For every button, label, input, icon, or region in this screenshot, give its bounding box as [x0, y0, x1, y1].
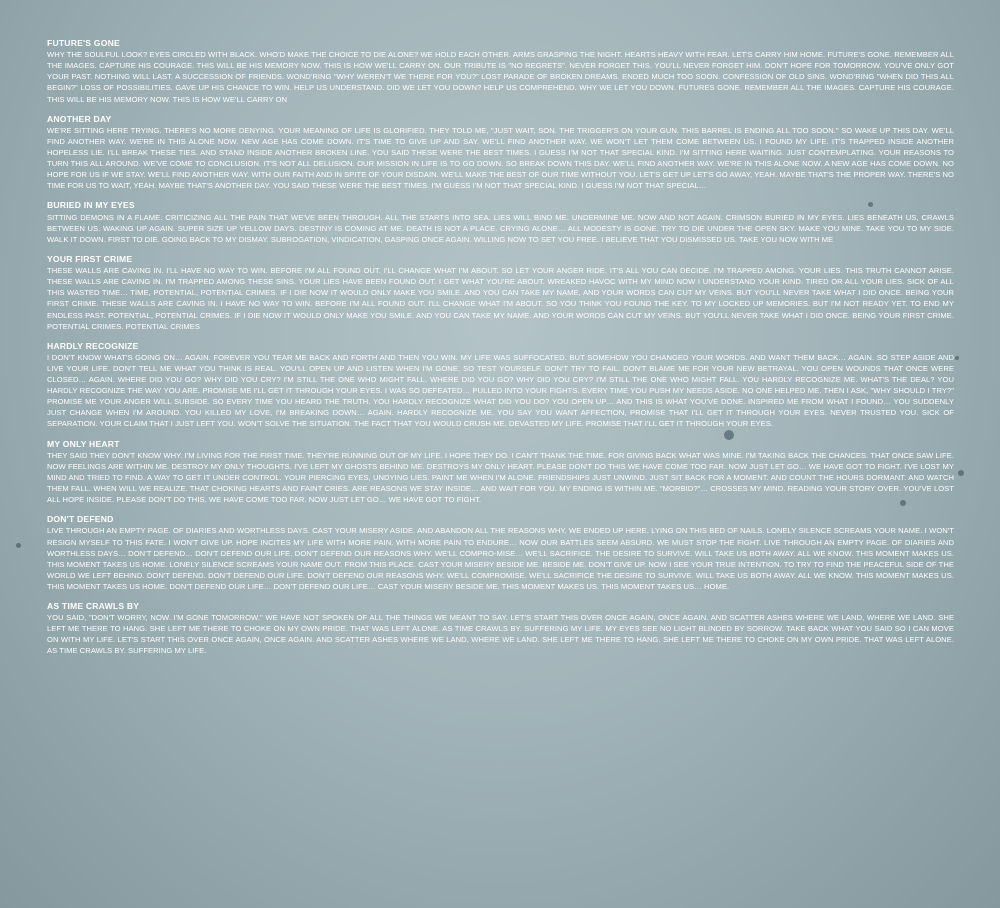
lyrics-booklet	[47, 38, 954, 666]
song-lyrics: YOU SAID, "DON'T WORRY, NOW. I'M GONE TOMORROW." WE HAVE NOT SPOKEN OF ALL THE THINGS WE MEANT TO SAY. LET'S START THIS OVER ONCE AGAIN, ONCE AGAIN. AND SCATTER ASHES WHERE WE LAND, WHERE WE LAND. SHE LEFT ME THERE TO HANG. SHE LEFT ME THERE TO CHOKE ON MY OWN PRIDE. THAT WAS LEFT ALONE. AS TIME CRAWLS BY. SUFFERING MY LIFE. MY EYES SEE NO LIGHT BLINDED BY SORROW. TAKE BACK WHAT YOU SAID SO I CAN MOVE ON WITH MY LIFE. LET'S START THIS OVER ONCE AGAIN, ONCE AGAIN. AND SCATTER ASHES WHERE WE LAND, WHERE WE LAND. SHE LEFT ME THERE TO HANG. SHE LEFT ME THERE TO CHOKE ON MY OWN PRIDE. THAT WAS LEFT ALONE. AS TIME CRAWLS BY. SUFFERING MY LIFE.	[47, 613, 954, 656]
song-title: DON'T DEFEND	[47, 514, 114, 525]
decorative-dot	[955, 356, 959, 360]
decorative-dot	[16, 543, 21, 548]
song-lyrics: SITTING DEMONS IN A FLAME. CRITICIZING ALL THE PAIN THAT WE'VE BEEN THROUGH. ALL THE STARTS INTO SEA. LIES WILL BIND ME. UNDERMINE ME. NOW AND NOT AGAIN. CRIMSON BURIED IN MY EYES. LIES BENEATH US, CRAWLS BETWEEN US. WAKING UP AGAIN. SUPER SIZE UP YELLOW DAYS. DESTINY IS COMING AT ME. DEATH IS NOT A PLACE. CRYING ALONE… ALL MODESTY IS GONE. TRY TO DIE UNDER THE OPEN SKY. MAKE YOU MINE. TAKE YOU TO MY SIDE. WALK IT DOWN. FIRST TO DIE. GOING BACK TO MY DISMAY. SUBROGATION, VINDICATION, GASPING ONCE AGAIN. WILLING NOW TO SET YOU FREE. I BELIEVE THAT YOU DISMISSED US. TAKE YOU NOW WITH ME	[47, 212, 954, 244]
song-title: YOUR FIRST CRIME	[47, 253, 133, 264]
song-buried-in-my-eyes	[47, 200, 954, 244]
song-dont-defend	[47, 514, 954, 592]
song-title: FUTURE'S GONE	[47, 38, 120, 48]
song-title: MY ONLY HEART	[47, 438, 120, 449]
song-hardly-recognize	[47, 341, 954, 430]
song-title: ANOTHER DAY	[47, 113, 112, 124]
song-title: HARDLY RECOGNIZE	[47, 340, 139, 351]
song-lyrics: WHY THE SOULFUL LOOK? EYES CIRCLED WITH BLACK. WHO'D MAKE THE CHOICE TO DIE ALONE? WE HOLD EACH OTHER. ARMS GRASPING THE NIGHT. HEARTS HEAVY WITH FEAR. LET'S CARRY HIM HOME. FUTURE'S GONE. REMEMBER ALL THE IMAGES. CAPTURE HIS COURAGE. THIS WILL BE HIS MEMORY NOW. THIS IS HOW WE'LL CARRY ON. OUR TRIBUTE IS "NO REGRETS". NEVER FORGET THIS. YOU'LL NEVER FORGET HIM. DON'T HOPE FOR TOMORROW. YOU'VE ONLY GOT YOUR PAST. NOTHING WILL LAST. A SUCCESSION OF FRIENDS. WOND'RING "WHY WEREN'T WE THERE FOR YOU?" LOST PARADE OF BROKEN DREAMS. ENDED MUCH TOO SOON. CONFESSION OF OLD SINS. WOND'RING "WHEN DID THIS ALL BEGIN?" LOSS OF POSSIBILITIES. GAVE UP HIS CHANCE TO WIN. HELP US UNDERSTAND. DID WE LET YOU DOWN? HELP US COMPREHEND. WHY WE LET YOU DOWN. FUTURES GONE. REMEMBER ALL THE IMAGES. CAPTURE HIS COURAGE. THIS WILL BE HIS MEMORY NOW. THIS IS HOW WE'LL CARRY ON	[47, 50, 954, 104]
song-lyrics: WE'RE SITTING HERE TRYING. THERE'S NO MORE DENYING. YOUR MEANING OF LIFE IS GLORIFIED. THEY TOLD ME, "JUST WAIT, SON. THE TRIGGER'S ON YOUR GUN. THIS BARREL IS ENDING ALL TOO SOON." SO WAKE UP THIS DAY. WE'LL FIND ANOTHER WAY. WE'RE IN THIS ALONE NOW. NEW AGE HAS COME DOWN. IT'S TIME TO GIVE UP AND SAY. WE'LL FIND ANOTHER WAY. WE WON'T LET THEM COME BETWEEN US. I FOUND MY LIFE. IT'S TRAPPED INSIDE ANOTHER HOPELESS LIE. I'LL BREAK THESE TIES. AND STAND INSIDE ANOTHER BROKEN LINE. YOU SAID THESE WERE THE BEST TIMES. I GUESS I'M NOT THAT SPECIAL KIND. I'M SITTING HERE WAITING. JUST CONTEMPLATING. YOUR REASONS TO TURN THIS ALL AROUND. WE'VE COME TO CONCLUSION. IT'S NOT ALL DELUSION. OUR MISSION IN LIFE IS TO GO DOWN. SO BREAK DOWN THIS DAY. WE'LL FIND ANOTHER WAY. WE'RE IN THIS ALONE NOW. A NEW AGE HAS COME DOWN. NO HOPE FOR US IF WE STAY. WE'LL FIND ANOTHER WAY. WITH OUR FAITH AND IN SPITE OF YOUR DISDAIN. WE'LL MAKE THE BEST OF OUR TIME WITHOUT YOU. LET'S GET UP LET'S GO AWAY, YEAH. MAYBE THAT'S THE PROPER WAY. THERE'S NO TIME FOR US TO WAIT, YEAH. MAYBE THAT'S ANOTHER DAY. YOU SAID THESE WERE THE BEST TIMES. I'M GUESS I'M NOT THAT SPECIAL KIND. I GUESS I'M NOT THAT SPECIAL…	[47, 125, 954, 191]
song-lyrics: LIVE THROUGH AN EMPTY PAGE. OF DIARIES AND WORTHLESS DAYS. CAST YOUR MISERY ASIDE. AND ABANDON ALL THE REASONS WHY. WE ENDED UP HERE. LYING ON THIS BED OF NAILS. LONELY SILENCE SCREAMS YOUR NAME. I WON'T RESIGN MYSELF TO THIS FATE. I WON'T GIVE UP. HOPE INCITES MY LIFE WITH MORE PAIN. WITH MORE PAIN TO ENDURE… NOW OUR BATTLES SEEM ABSURD. WE MUST STOP THE FIGHT. LIVE THROUGH AN EMPTY PAGE. OF DIARIES AND WORTHLESS DAYS… DON'T DEFEND… DON'T DEFEND OUR LIFE. DON'T DEFEND OUR REASONS WHY. WE'LL COMPRO-MISE… WE'LL SACRIFICE. THE DESIRE TO SURVIVE. WILL TAKE US BOTH AWAY. ALL WE KNOW. THIS MOMENT MAKES US. THIS MOMENT TAKES US HOME. LONELY SILENCE SCREAMS YOUR NAME OUT. FROM THIS PLACE. CAST YOUR MISERY BESIDE ME. BESIDE ME. DON'T GIVE UP. NOW I SEE YOUR TRUE INTENTION. TO TRY TO FIND THE PEACEFUL SIDE OF THE WORLD WE LEFT BEHIND. DON'T DEFEND. DON'T DEFEND OUR LIFE. DON'T DEFEND OUR REASONS WHY. WE'LL COMPROMISE. WE'LL SACRIFICE THE DESIRE TO SURVIVE. WILL TAKE US BOTH AWAY. ALL WE KNOW. THIS MOMENT MAKES US. THIS MOMENT TAKES US HOME. DON'T DEFEND OUR LIFE… DON'T DEFEND OUR LIFE… CAST YOUR MISERY BESIDE ME. THIS MOMENT MAKES US. THIS MOMENT TAKES US… HOME.	[47, 526, 954, 591]
decorative-dot	[958, 470, 964, 476]
song-as-time-crawls-by	[47, 601, 954, 657]
song-title: BURIED IN MY EYES	[47, 200, 135, 211]
song-title: AS TIME CRAWLS BY	[47, 600, 140, 611]
song-futures-gone	[47, 38, 954, 105]
song-my-only-heart	[47, 439, 954, 506]
song-your-first-crime	[47, 254, 954, 332]
song-another-day	[47, 114, 954, 192]
song-lyrics: THESE WALLS ARE CAVING IN. I'LL HAVE NO WAY TO WIN. BEFORE I'M ALL FOUND OUT. I'LL CHANGE WHAT I'M ABOUT. SO LET YOUR ANGER RIDE. IT'S ALL YOU CAN DECIDE. I'M TRAPPED AMONG. YOUR LIES. THIS TRUTH CANNOT ARISE. THESE WALLS ARE CAVING IN. I'M TRAPPED AMONG THESE SINS. YOUR LIES HAVE BEEN FOUND OUT. I GET WHAT YOU'RE ABOUT. WREAKED HAVOC WITH MY MIND NOW I UNDERSTAND YOUR KIND. TIRED OR ALL YOUR LIES. SICK OF ALL THIS WASTED TIME… TIME, POTENTIAL, POTENTIAL CRIMES. IF I DIE NOW IT WOULD ONLY MAKE YOU SMILE. AND YOU CAN TAKE MY NAME, AND YOUR WORDS CAN CUT MY VEINS. BUT YOU'LL NEVER TAKE WHAT I DID ONCE. BEING YOUR FIRST CRIME. THESE WALLS ARE CAVING IN. I HAVE NO WAY TO WIN. BEFORE I'M ALL FOUND OUT. I'LL CHANGE WHAT I'M ABOUT. SO YOU THINK YOU FOUND THE KEY. TO MY LOCKED UP MEMORIES. BUT I'M NOT READY YET. TO END MY ENDLESS PAST. POTENTIAL, POTENTIAL CRIMES. IF I DIE NOW IT WOULD ONLY MAKE YOU SMILE. AND YOU CAN TAKE MY NAME. AND YOUR WORDS CAN CUT MY VEINS. BUT YOU'LL NEVER TAKE WHAT I DID ONCE. BEING YOUR FIRST CRIME. POTENTIAL CRIMES. POTENTIAL CRIMES	[47, 266, 954, 331]
song-lyrics: I DON'T KNOW WHAT'S GOING ON… AGAIN. FOREVER YOU TEAR ME BACK AND FORTH AND THEN YOU WIN. MY LIFE WAS SUFFOCATED. BUT SOMEHOW YOU CHANGED YOUR WORDS. AND WANT THEM BACK… AGAIN. SO STEP ASIDE AND LIVE YOUR LIFE. DON'T TELL ME WHAT YOU THINK IS REAL. YOU'LL OPEN UP AND LISTEN WHEN I'M GONE. SO TEST YOURSELF. DON'T TRY TO FAIL. DON'T BLAME ME FOR YOUR NEW BETRAYAL. YOU OPEN WOUNDS THAT ONCE WERE CLOSED… AGAIN. WHERE DID YOU GO? WHY DID YOU CRY? I'M STILL THE ONE WHO MIGHT FALL. WHERE DID YOU GO? WHY DID YOU CRY? I'M STILL THE ONE WHO MIGHT FALL. YOU HARDLY RECOGNIZE ME. WHAT'S THE DEAL? YOU HARDLY RECOGNIZE THE WAY YOU ARE. PROMISE ME I'LL GET IT THROUGH YOUR EYES. I WAS SO DEFEATED… PULLED INTO YOUR FIGHTS. EVERY TIME YOU PUSH MY NEEDS ASIDE. NO ONE HELPED ME. THEN I ASK, "WHY SHOULD I TRY?" PROMISE ME YOUR ANGER WILL SUBSIDE. SO EVERY TIME YOU HEARD THE TRUTH. YOU HARDLY RECOGNIZE WHAT DID YOU DO? YOU OPEN UP… AND THIS IS WHAT YOU'VE DONE. INSPIRED ME FROM WHAT I FOUND… YOU SUDDENLY JUST CHANGE WHEN I'M AROUND. YOU KILLED MY LOVE, I'M BREAKING DOWN… AGAIN. HARDLY RECOGNIZE ME. YOU SAY YOU WANT AFFECTION, PROMISE THAT I'LL GET IT THROUGH YOUR EYES. NEVER TRUSTED YOU. SICK OF SEPARATION. YOUR CLAIM THAT I JUST LEFT YOU. WON'T SOLVE THE SITUATION. THE FACT THAT YOU WOULD CRUSH ME. DEVASTED MY LIFE. PROMISE THAT I'LL GET IT THROUGH YOUR EYES.	[47, 352, 954, 429]
song-lyrics: THEY SAID THEY DON'T KNOW WHY. I'M LIVING FOR THE FIRST TIME. THEY'RE RUNNING OUT OF MY LIFE. I HOPE THEY DO. I CAN'T THANK THE TIME. FOR GIVING BACK WHAT WAS MINE. I'M TAKING BACK THE CHANCES. THAT ONCE SAW LIFE. NOW FEELINGS ARE WITHIN ME. DESTROY MY ONLY THOUGHTS. I'VE LEFT MY GHOSTS BEHIND ME. DESTROYS MY ONLY HEART. PLEASE DON'T DO THIS WE HAVE COME TOO FAR. NOW JUST LET GO… WE HAVE GOT TO FIGHT. I'VE LOST MY MIND AND TRIED TO FIND. A WAY TO GET IT UNDER CONTROL. YOUR PIERCING EYES, UNDYING LIES. PAINT ME WHEN I'M ALONE. FRIENDSHIPS JUST UNWIND. JUST SIT BACK FOR A MOMENT. AND COUNT THE HOURS DORMANT. AND WATCH THEM FALL. WHEN WILL WE REALIZE. THAT CHOKING HEARTS AND FAINT CRIES. ARE REASONS WE STAY INSIDE… AND WAIT FOR YOU. MY ENDING IS WITHIN ME. "MORBID?"… CROSSES MY MIND. READING YOUR STORY OVER. YOU'VE LOST ALL HOPE INSIDE. PLEASE DON'T DO THIS. WE HAVE COME TOO FAR. NOW JUST LET GO… WE HAVE GOT TO FIGHT.	[47, 450, 954, 505]
